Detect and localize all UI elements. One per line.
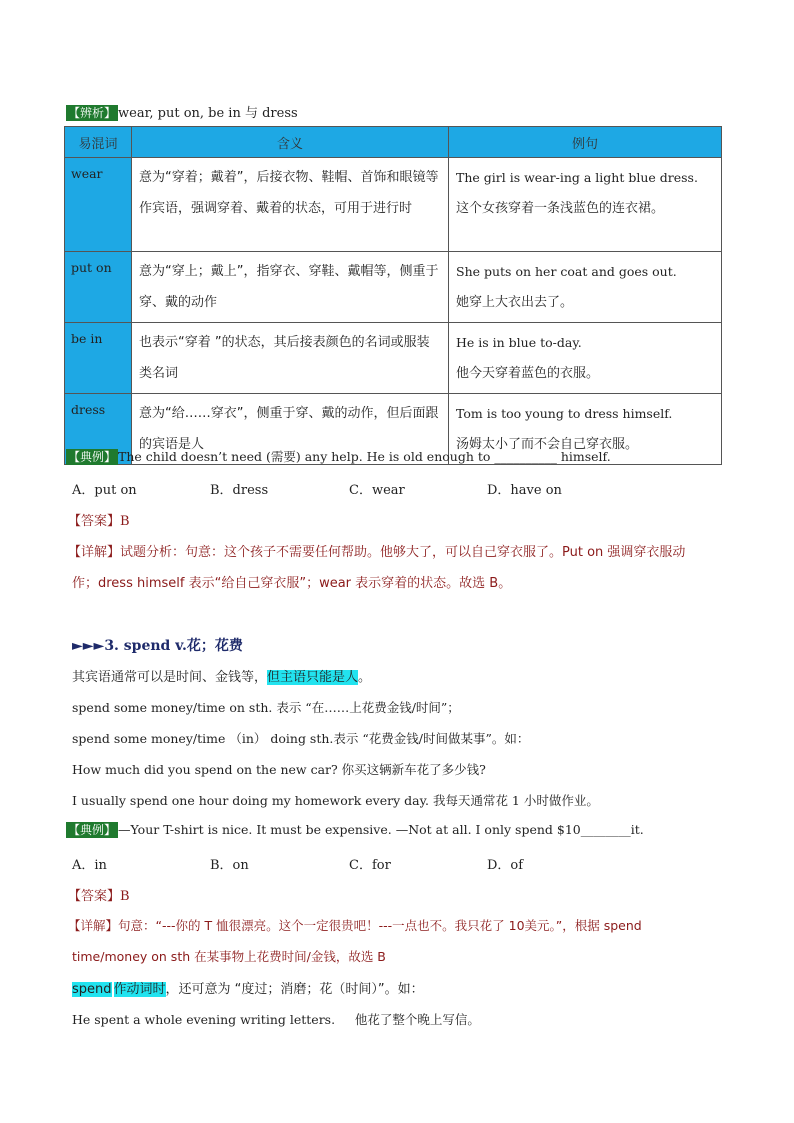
example-chinese: 她穿上大衣出去了。 — [456, 295, 574, 310]
row-example — [449, 252, 722, 323]
example-chinese: 这个女孩穿着一条浅蓝色的连衣裙。 — [456, 201, 665, 216]
row-example — [449, 158, 722, 252]
option-c: C．for — [349, 858, 391, 873]
analysis-tag: 【辨析】 — [68, 106, 117, 120]
row-word: be in — [65, 323, 132, 394]
section-title — [72, 635, 243, 655]
example2-question-line — [66, 822, 644, 838]
answer-tag: 【答案】 — [68, 514, 121, 529]
detail-text: 句意：“---你的 T 恤很漂亮。这个一定很贵吧！---一点也不。我只花了 10美元。”，根据 spend — [118, 918, 642, 933]
highlight-subject: 但主语只能是人 — [267, 670, 359, 685]
arrow-icon: ►►► — [72, 638, 105, 654]
line1-end: 。 — [358, 670, 372, 685]
tail-line — [72, 978, 424, 997]
example-english: The girl is wear-ing a light blue dress. — [456, 170, 698, 185]
table-row — [65, 323, 722, 394]
table-header-word: 易混词 — [65, 127, 132, 158]
row-word: put on — [65, 252, 132, 323]
table-header-meaning: 含义 — [132, 127, 449, 158]
example2-detail-line2: time/money on sth 在某事物上花费时间/金钱，故选 B — [72, 949, 386, 964]
example2-question: —Your T-shirt is nice. It must be expensive. —Not at all. I only spend $10________it. — [118, 822, 644, 837]
example1-options — [72, 479, 562, 498]
section3-line4: How much did you spend on the new car? 你买这辆新车花了多少钱? — [72, 762, 486, 777]
tail-rest: ，还可意为 “度过；消磨；花（时间）”。如： — [165, 982, 424, 997]
highlight-verb: 作动词时 — [113, 982, 166, 997]
table-header-example: 例句 — [449, 127, 722, 158]
example2-answer — [68, 885, 130, 904]
example-english: She puts on her coat and goes out. — [456, 264, 677, 279]
example1-detail-line2: 作；dress himself 表示“给自己穿衣服”；wear 表示穿着的状态。故选 B。 — [72, 576, 512, 591]
option-d: D．of — [487, 858, 524, 873]
example2-tag: 【典例】 — [68, 823, 117, 837]
option-c: C．wear — [349, 483, 405, 498]
option-a: A．put on — [72, 483, 137, 498]
detail-tag: 【详解】 — [68, 545, 121, 560]
detail-tag: 【详解】 — [68, 918, 119, 933]
section3-line2: spend some money/time on sth. 表示 “在……上花费金钱/时间”； — [72, 700, 460, 715]
table-row — [65, 252, 722, 323]
example-english: Tom is too young to dress himself. — [456, 406, 673, 421]
option-b: B．on — [210, 858, 249, 873]
table-header-row — [65, 127, 722, 158]
row-meaning: 意为“给……穿衣”，侧重于穿、戴的动作，但后面跟的宾语是人 — [132, 394, 449, 465]
example1-question-line — [66, 447, 611, 465]
table-row — [65, 158, 722, 252]
row-word: wear — [65, 158, 132, 252]
analysis-title: wear, put on, be in 与 dress — [118, 106, 298, 121]
row-example — [449, 323, 722, 394]
example-chinese: 汤姆太小了而不会自己穿衣服。 — [456, 437, 639, 452]
answer-value: B — [120, 889, 130, 904]
example-chinese: 他今天穿着蓝色的衣服。 — [456, 366, 600, 381]
example2-detail-line1 — [68, 916, 642, 934]
answer-tag: 【答案】 — [68, 889, 121, 904]
highlight-spend: spend — [72, 982, 112, 997]
row-meaning: 意为“穿上；戴上”，指穿衣、穿鞋、戴帽等，侧重于穿、戴的动作 — [132, 252, 449, 323]
row-word: dress — [65, 394, 132, 465]
example2-options — [72, 854, 523, 873]
option-d: D．have on — [487, 483, 562, 498]
section3-line1 — [72, 666, 371, 685]
option-a: A．in — [72, 858, 107, 873]
section-title-text: 3. spend v.花；花费 — [104, 638, 243, 654]
detail-text: 试题分析：句意：这个孩子不需要任何帮助。他够大了，可以自己穿衣服了。Put on 强调穿衣服动 — [120, 545, 686, 560]
row-meaning: 也表示“穿着 ”的状态，其后接表颜色的名词或服装类名词 — [132, 323, 449, 394]
section3-line3: spend some money/time （in） doing sth.表示 “花费金钱/时间做某事”。如： — [72, 731, 530, 746]
option-b: B．dress — [210, 483, 269, 498]
section3-line5: I usually spend one hour doing my homework every day. 我每天通常花 1 小时做作业。 — [72, 793, 599, 808]
comparison-table — [64, 126, 722, 465]
example1-question: The child doesn’t need (需要) any help. He is old enough to __________ himself. — [118, 449, 611, 464]
analysis-heading — [66, 102, 298, 121]
example-english: He is in blue to-day. — [456, 335, 582, 350]
line1-text: 其宾语通常可以是时间、金钱等， — [72, 670, 268, 685]
answer-value: B — [120, 514, 130, 529]
row-meaning: 意为“穿着；戴着”，后接衣物、鞋帽、首饰和眼镜等作宾语，强调穿着、戴着的状态，可用于进行时 — [132, 158, 449, 252]
example1-answer — [68, 510, 130, 529]
tail-example: He spent a whole evening writing letters. 他花了整个晚上写信。 — [72, 1012, 480, 1027]
example1-tag: 【典例】 — [68, 450, 117, 464]
example1-detail-line1 — [68, 541, 685, 560]
